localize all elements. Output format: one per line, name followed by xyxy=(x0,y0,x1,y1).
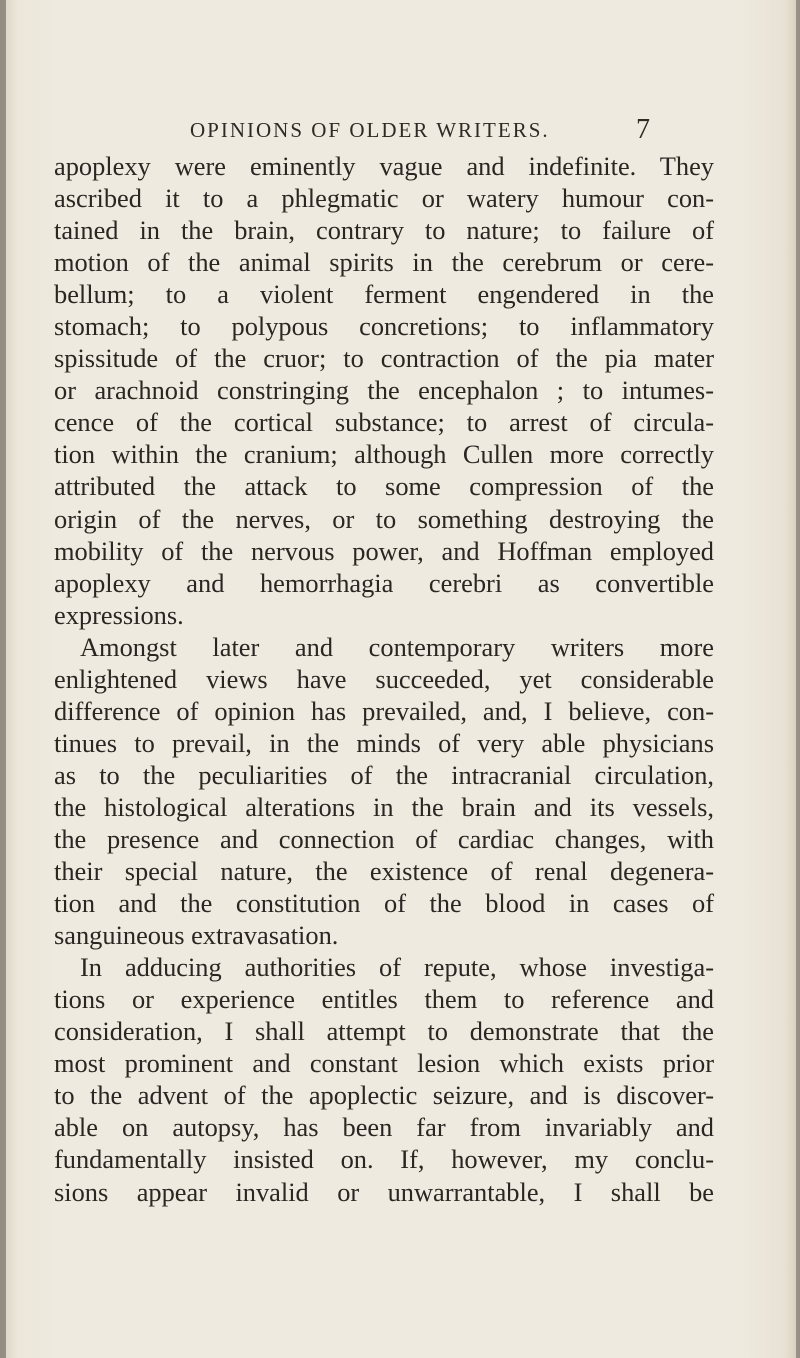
text-line: tion and the constitution of the blood in cases of xyxy=(54,888,714,919)
page-right-edge xyxy=(796,0,800,1358)
body-text xyxy=(54,150,714,1208)
text-line: stomach; to polypous concretions; to inflammatory xyxy=(54,311,714,342)
text-line: to the advent of the apoplectic seizure, and is discover- xyxy=(54,1080,714,1111)
text-line: the presence and connection of cardiac changes, with xyxy=(54,823,714,854)
text-line: able on autopsy, has been far from invariably and xyxy=(54,1112,714,1143)
text-line: motion of the animal spirits in the cerebrum or cere- xyxy=(54,247,714,278)
text-line: cence of the cortical substance; to arrest of circula- xyxy=(54,407,714,438)
text-line: mobility of the nervous power, and Hoffman employed xyxy=(54,535,714,566)
text-line: sions appear invalid or unwarrantable, I shall be xyxy=(54,1176,714,1207)
text-line: Amongst later and contemporary writers more xyxy=(80,631,714,662)
text-line: tinues to prevail, in the minds of very able physicians xyxy=(54,727,714,758)
text-line: fundamentally insisted on. If, however, my conclu- xyxy=(54,1144,714,1175)
text-line: expressions. xyxy=(54,599,184,630)
text-line: attributed the attack to some compression of the xyxy=(54,471,714,502)
page-number: 7 xyxy=(636,114,650,145)
text-line: most prominent and constant lesion which exists prior xyxy=(54,1048,714,1079)
text-line: spissitude of the cruor; to contraction of the pia mater xyxy=(54,343,714,374)
text-line: apoplexy were eminently vague and indefinite. They xyxy=(54,151,714,181)
text-line: their special nature, the existence of renal degenera- xyxy=(54,856,714,887)
running-head: OPINIONS OF OLDER WRITERS. xyxy=(190,118,550,142)
page-left-edge xyxy=(0,0,6,1358)
text-line: tion within the cranium; although Cullen more correctly xyxy=(54,439,714,470)
text-line: sanguineous extravasation. xyxy=(54,920,339,951)
text-line: enlightened views have succeeded, yet considerable xyxy=(54,663,714,694)
text-line: tained in the brain, contrary to nature; to failure of xyxy=(54,215,714,246)
text-line: consideration, I shall attempt to demonstrate that the xyxy=(54,1016,714,1047)
page-header xyxy=(0,114,800,148)
text-line: difference of opinion has prevailed, and, I believe, con- xyxy=(54,695,714,726)
text-line: or arachnoid constringing the encephalon ; to intumes- xyxy=(54,375,714,406)
text-line: tions or experience entitles them to reference and xyxy=(54,984,714,1015)
text-line: apoplexy and hemorrhagia cerebri as convertible xyxy=(54,567,714,598)
text-line: the histological alterations in the brain and its vessels, xyxy=(54,791,714,822)
text-line: as to the peculiarities of the intracranial circulation, xyxy=(54,759,714,790)
text-line: origin of the nerves, or to something destroying the xyxy=(54,503,714,534)
text-line: bellum; to a violent ferment engendered in the xyxy=(54,279,714,310)
text-line: In adducing authorities of repute, whose investiga- xyxy=(80,952,714,983)
text-line: ascribed it to a phlegmatic or watery humour con- xyxy=(54,183,714,214)
